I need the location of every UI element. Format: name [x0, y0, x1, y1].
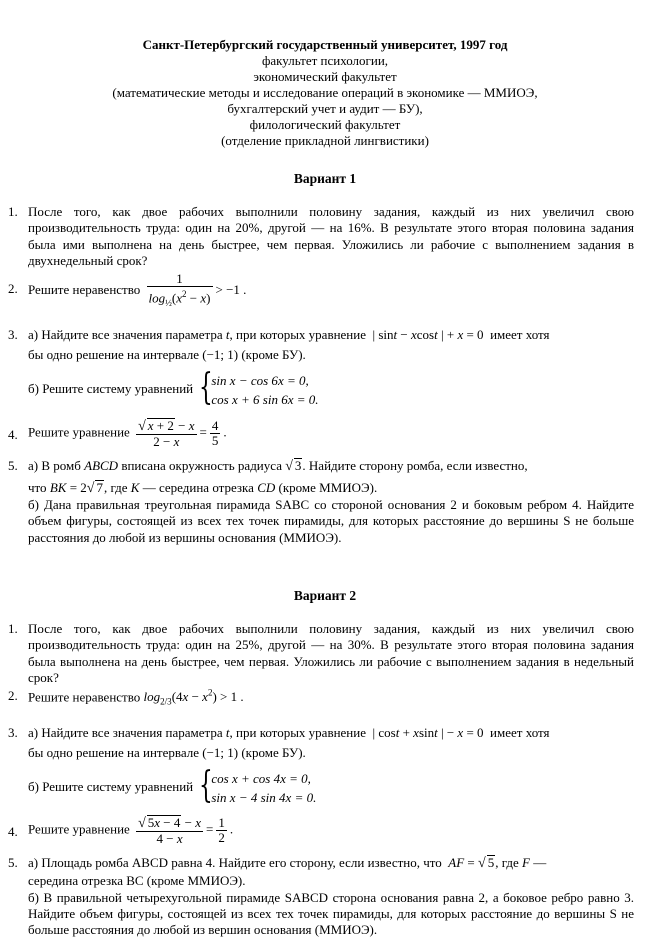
faculty-line: экономический факультет — [253, 69, 397, 84]
variant-1-title: Вариант 1 — [293, 171, 357, 186]
problem-text: а) Площадь ромба ABCD равна 4. Найдите его сторону, если известно, что AF = √ 5, где F — — [28, 855, 547, 871]
formula: (−1; 1) — [202, 347, 239, 362]
problem-text — [28, 745, 306, 761]
problem-text: а) Найдите все значения параметра t, при которых уравнение | cost + xsint | − x = 0 имеет хотя — [28, 725, 550, 740]
text-fragment: а) Найдите все значения параметра — [28, 327, 223, 342]
text-fragment: (кроме ММИОЭ). — [278, 480, 378, 495]
text-fragment: а) В ромб — [28, 458, 81, 473]
faculty-line: бухгалтерский учет и аудит — БУ), — [227, 101, 423, 116]
text-fragment: , при которых уравнение — [229, 725, 366, 740]
formula: √ 3 — [285, 458, 302, 474]
text-fragment: — середина отрезка — [142, 480, 254, 495]
text-fragment: имеет хотя — [490, 327, 550, 342]
problem-text — [28, 765, 317, 807]
text-fragment: а) Найдите все значения параметра — [28, 725, 223, 740]
text-fragment: , где — [103, 480, 128, 495]
problem-text: После того, как двое рабочих выполнили половину задания, каждый из них увеличил свою производительность труда: один на 25%, другой — на 30%. В результате этого вторая половина задания была выполнена на день быстрее, чем первая. Уложились ли рабочие с выполнением задания в недельный срок? — [28, 621, 634, 685]
problem-label: Решите уравнение — [28, 821, 130, 837]
faculty-list — [0, 53, 650, 149]
text-fragment: имеет хотя — [490, 725, 550, 740]
problem-number: 5. — [8, 458, 18, 473]
text-fragment: что — [28, 480, 47, 495]
text-fragment: , где — [495, 855, 519, 870]
problem-text: Решите неравенство $\frac{1}{\log_{\frac{1}{2}}(x^2 - x)}$ > −1 . — [28, 271, 247, 308]
text-fragment: (кроме БУ). — [241, 347, 306, 362]
faculty-line: (математические методы и исследование операций в экономике — ММИОЭ, — [112, 85, 538, 100]
text-fragment: вписана окружность радиуса — [121, 458, 282, 473]
variant-2-title: Вариант 2 — [293, 588, 357, 603]
problem-label: Решите неравенство — [28, 689, 141, 705]
text-fragment: а) Площадь ромба ABCD равна 4. Найдите его сторону, если известно, что — [28, 855, 442, 870]
problem-text: б) Дана правильная треугольная пирамида SABC со стороной основания 2 и боковым ребром 4. Найдите объем фигуры, состоящей из всех тех точек пирамиды, для которых расстояние до вершины S не больше расстояния до любой из вершины основания (ММИОЭ). — [28, 497, 634, 545]
problem-text: а) Найдите все значения параметра t, при которых уравнение | sint − xcost | + x = 0 имеет хотя — [28, 327, 550, 342]
faculty-line: (отделение прикладной лингвистики) — [221, 133, 429, 148]
problem-text — [28, 367, 319, 409]
formula-system: { cos x + cos 4x = 0, sin x − 4 sin 4x = 0. — [199, 765, 317, 806]
problem-number: 3. — [8, 725, 18, 740]
text-fragment: бы одно решение на интервале — [28, 745, 199, 760]
formula: AF = √ 5 — [448, 855, 495, 871]
problem-label: Решите неравенство — [28, 281, 141, 297]
text-fragment: — — [533, 855, 547, 870]
text-fragment: (кроме БУ). — [241, 745, 306, 760]
problem-text: Решите уравнение $\frac{√ 5x - 4 - x}{4 - x}$ = $\frac{1}{2}$ . — [28, 815, 234, 846]
problem-text: середина отрезка BC (кроме ММИОЭ). — [28, 873, 246, 888]
text-fragment: б) Решите систему уравнений — [28, 778, 194, 794]
problem-text: что BK = 2√ 7, где K — середина отрезка CD (кроме ММИОЭ). — [28, 480, 378, 496]
text-fragment: бы одно решение на интервале — [28, 347, 199, 362]
problem-number: 2. — [8, 688, 18, 703]
problem-number: 3. — [8, 327, 18, 342]
document-title: Санкт-Петербургский государственный университет, 1997 год — [142, 37, 508, 52]
faculty-line: факультет психологии, — [261, 53, 389, 68]
problem-number: 1. — [8, 621, 18, 636]
problem-text — [28, 688, 244, 707]
problem-number: 5. — [8, 855, 18, 870]
text-fragment: . Найдите сторону ромба, если известно, — [302, 458, 528, 473]
formula-system: { sin x − cos 6x = 0, cos x + 6 sin 6x = 0. — [199, 367, 319, 408]
problem-number: 4. — [8, 824, 18, 839]
formula: $\frac{√ x + 2 - x}{2 - x}$ — [138, 418, 195, 449]
text-fragment: , при которых уравнение — [229, 327, 366, 342]
formula: | sint − xcost | + x = 0 — [372, 327, 484, 342]
problem-number: 4. — [8, 427, 18, 442]
problem-text: После того, как двое рабочих выполнили половину задания, каждый из них увеличил свою производительность труда: один на 20%, другой — на 16%. В результате этого вторая половина задания была ими выполнена на день быстрее, чем первая. Уложились ли рабочие с выполнением задания в двухнедельный срок? — [28, 204, 634, 268]
formula: BK = 2√ 7 — [49, 480, 103, 496]
problem-number: 2. — [8, 281, 18, 296]
text-fragment: б) Решите систему уравнений — [28, 380, 194, 396]
formula: | cost + xsint | − x = 0 — [372, 725, 484, 740]
formula: $\log_{2/3}(4x - x^2) > 1$ . — [143, 688, 244, 707]
problem-text: Решите уравнение $\frac{√ x + 2 - x}{2 - x}$ = $\frac{4}{5}$ . — [28, 418, 227, 449]
problem-text: б) В правильной четырехугольной пирамиде SABCD сторона основания равна 2, а боковое ребро равно 3. Найдите объем фигуры, состоящей из всех тех точек пирамиды, для которых расстояние до вершины S не больше расстояния до любой из вершин основания (ММИОЭ). — [28, 890, 634, 937]
formula: $\frac{√ 5x - 4 - x}{4 - x}$ — [138, 815, 202, 846]
problem-text: а) В ромб ABCD вписана окружность радиуса √ 3. Найдите сторону ромба, если известно, — [28, 458, 528, 474]
problem-number: 1. — [8, 204, 18, 219]
formula: $\frac{1}{\log_{\frac{1}{2}}(x^2 - x)}$ — [148, 271, 211, 308]
formula: (−1; 1) — [202, 745, 239, 760]
problem-text — [28, 347, 306, 363]
problem-label: Решите уравнение — [28, 424, 130, 440]
faculty-line: филологический факультет — [249, 117, 401, 132]
